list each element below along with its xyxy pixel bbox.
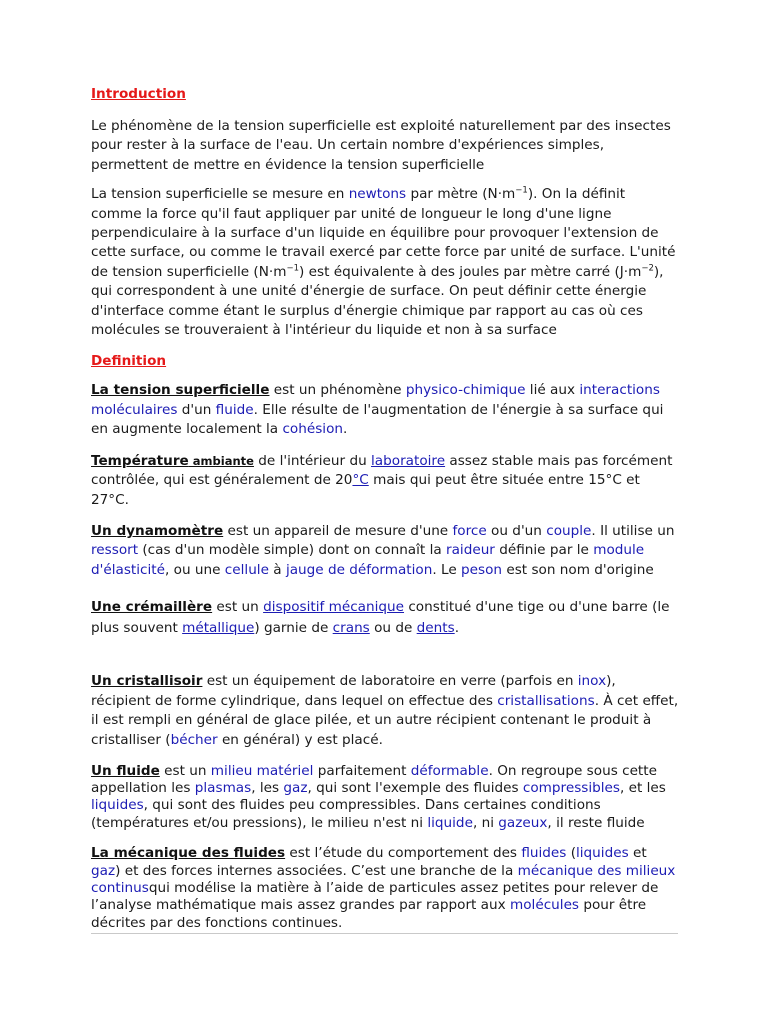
text: , qui sont des fluides peu compressibles. Dans certaines conditions (températures et/ou pressions), le milieu n'est ni	[91, 797, 601, 831]
text: (	[566, 845, 576, 862]
link-mecanique-milieux-continus[interactable]: mécanique des milieux continus	[91, 862, 676, 896]
text: , il reste fluide	[547, 814, 645, 831]
text: qui modélise la matière à l’aide de particules assez petites pour relever de l’analyse mathématique mais assez grandes par rapport aux	[91, 879, 659, 914]
text: est un	[212, 599, 264, 616]
link-degre-celsius[interactable]: °C	[352, 472, 369, 489]
text: ou d'un	[486, 522, 547, 539]
text: constitué d'une tige ou d'une barre (le plus souvent	[91, 599, 670, 637]
text: (cas d'un modèle simple) dont on connaît la	[138, 542, 446, 559]
link-fluide[interactable]: fluide	[215, 401, 254, 418]
link-force[interactable]: force	[452, 522, 487, 539]
term-cremaillere: Une crémaillère	[91, 599, 213, 616]
text: .	[343, 421, 348, 438]
heading-definition: Definition	[91, 353, 167, 370]
link-becher[interactable]: bécher	[170, 731, 218, 748]
term-temperature	[91, 453, 254, 469]
superscript: −1	[515, 185, 528, 196]
text: à	[268, 561, 286, 578]
definition-cremaillere	[91, 597, 679, 639]
text: est un appareil de mesure d'une	[223, 522, 453, 539]
text: , qui sont l'exemple des fluides	[307, 779, 523, 796]
text: ou de	[369, 620, 417, 637]
link-gaz[interactable]: gaz	[283, 779, 308, 796]
document-body	[91, 84, 679, 932]
term-temperature-main: Température	[91, 452, 189, 469]
horizontal-divider	[91, 933, 678, 934]
link-cristallisations[interactable]: cristallisations	[497, 692, 595, 709]
link-fluides[interactable]: fluides	[521, 845, 567, 862]
text: , et les	[620, 779, 666, 796]
definition-cristallisoir	[91, 672, 679, 750]
text: , les	[251, 779, 284, 796]
link-couple[interactable]: couple	[546, 522, 592, 539]
link-liquide[interactable]: liquide	[427, 814, 473, 831]
heading-introduction: Introduction	[91, 86, 186, 102]
definition-tension-superficielle	[91, 381, 679, 439]
text: de l'intérieur du	[253, 452, 372, 469]
link-liquides[interactable]: liquides	[576, 845, 629, 862]
text: . Il utilise un	[591, 522, 675, 539]
text: ), récipient de forme cylindrique, dans lequel on effectue des	[91, 673, 616, 709]
intro-paragraph-2	[91, 185, 679, 340]
text: . Elle résulte de l'augmentation de l'énergie à sa surface qui en augmente localement la	[91, 401, 664, 438]
superscript: −2	[641, 263, 654, 274]
link-interactions-moleculaires[interactable]: interactions moléculaires	[91, 382, 660, 418]
text: ) est équivalente à des joules par mètre carré (J·m	[299, 263, 642, 280]
text: est un	[159, 762, 211, 779]
link-molecules[interactable]: molécules	[510, 897, 580, 914]
link-dispositif-mecanique[interactable]: dispositif mécanique	[263, 599, 405, 616]
link-physico-chimique[interactable]: physico-chimique	[405, 382, 526, 399]
link-ressort[interactable]: ressort	[91, 542, 139, 559]
link-cohesion[interactable]: cohésion	[282, 421, 344, 438]
text: est l’étude du comportement des	[285, 845, 522, 862]
link-milieu-materiel[interactable]: milieu matériel	[210, 762, 314, 779]
text: La tension superficielle se mesure en	[91, 186, 349, 203]
term-temperature-small: ambiante	[188, 453, 254, 468]
intro-paragraph-1: Le phénomène de la tension superficielle est exploité naturellement par des insectes pour rester à la surface de l'eau. Un certain nombre d'expériences simples, permettent de mettre en évidence la tension superficielle	[91, 118, 671, 173]
text: . À cet effet, il est rempli en général de glace pilée, et un autre récipient contenant le produit à cristalliser (	[91, 692, 679, 748]
link-laboratoire[interactable]: laboratoire	[371, 452, 446, 469]
link-module-elasticite[interactable]: module d'élasticité	[91, 542, 645, 578]
text: par mètre (N·m	[406, 186, 516, 203]
text: est son nom d'origine	[502, 561, 654, 578]
text: ) et des forces internes associées. C’est une branche de la	[115, 862, 518, 879]
text: définie par le	[494, 542, 594, 559]
term-mecanique-des-fluides: La mécanique des fluides	[91, 845, 286, 862]
link-newtons[interactable]: newtons	[348, 186, 407, 203]
link-gaz[interactable]: gaz	[91, 862, 116, 879]
definition-temperature	[91, 452, 679, 510]
term-tension-superficielle: La tension superficielle	[91, 382, 270, 399]
text: ). On la définit comme la force qu'il faut appliquer par unité de longueur le long d'une ligne perpendiculaire à la surface d'un liquide en équilibre pour provoquer l'extension de cette surface, ou comme le travail exercé par cette force par unité de surface. L'unité de tension superficielle (N·m	[91, 186, 676, 280]
text: assez stable mais pas forcément contrôlée, qui est généralement de 20	[91, 452, 673, 489]
definition-dynamometre	[91, 522, 679, 580]
term-cristallisoir: Un cristallisoir	[91, 673, 203, 690]
text: et	[628, 845, 647, 862]
link-liquides[interactable]: liquides	[91, 797, 144, 814]
text: .	[454, 620, 460, 637]
text: en général) y est placé.	[217, 731, 383, 748]
text: , ni	[472, 814, 499, 831]
definition-fluide	[91, 763, 679, 833]
text: parfaitement	[313, 762, 411, 779]
text: , ou une	[164, 561, 225, 578]
text: d'un	[177, 401, 216, 418]
text: pour être décrites par des fonctions continues.	[91, 897, 647, 931]
link-cellule[interactable]: cellule	[224, 561, 269, 578]
link-compressibles[interactable]: compressibles	[522, 779, 620, 796]
text: . On regroupe sous cette appellation les	[91, 762, 657, 796]
text: ) garnie de	[254, 620, 333, 637]
link-raideur[interactable]: raideur	[446, 542, 495, 559]
text: ), qui correspondent à une unité d'énergie de surface. On peut définir cette énergie d'interface comme étant le surplus d'énergie chimique par rapport au cas où ces molécules se trouveraient à l'intérieur du liquide et non à sa surface	[91, 263, 664, 339]
text: est un phénomène	[269, 382, 406, 399]
text: lié aux	[525, 382, 580, 399]
link-crans[interactable]: crans	[332, 620, 370, 637]
text: . Le	[432, 561, 462, 578]
superscript: −1	[286, 263, 299, 274]
link-inox[interactable]: inox	[577, 673, 607, 690]
text: est un équipement de laboratoire en verre (parfois en	[202, 673, 578, 690]
link-metallique[interactable]: métallique	[182, 620, 255, 637]
link-deformable[interactable]: déformable	[410, 762, 489, 779]
text: mais qui peut être située entre 15°C et 27°C.	[91, 472, 640, 508]
link-plasmas[interactable]: plasmas	[194, 779, 252, 796]
link-dents[interactable]: dents	[416, 620, 455, 637]
link-jauge-deformation[interactable]: jauge de déformation	[285, 561, 433, 578]
definition-mecanique-des-fluides	[91, 845, 679, 932]
link-peson[interactable]: peson	[461, 561, 503, 578]
term-fluide: Un fluide	[91, 762, 160, 779]
link-gazeux[interactable]: gazeux	[498, 814, 548, 831]
term-dynamometre: Un dynamomètre	[91, 522, 224, 539]
